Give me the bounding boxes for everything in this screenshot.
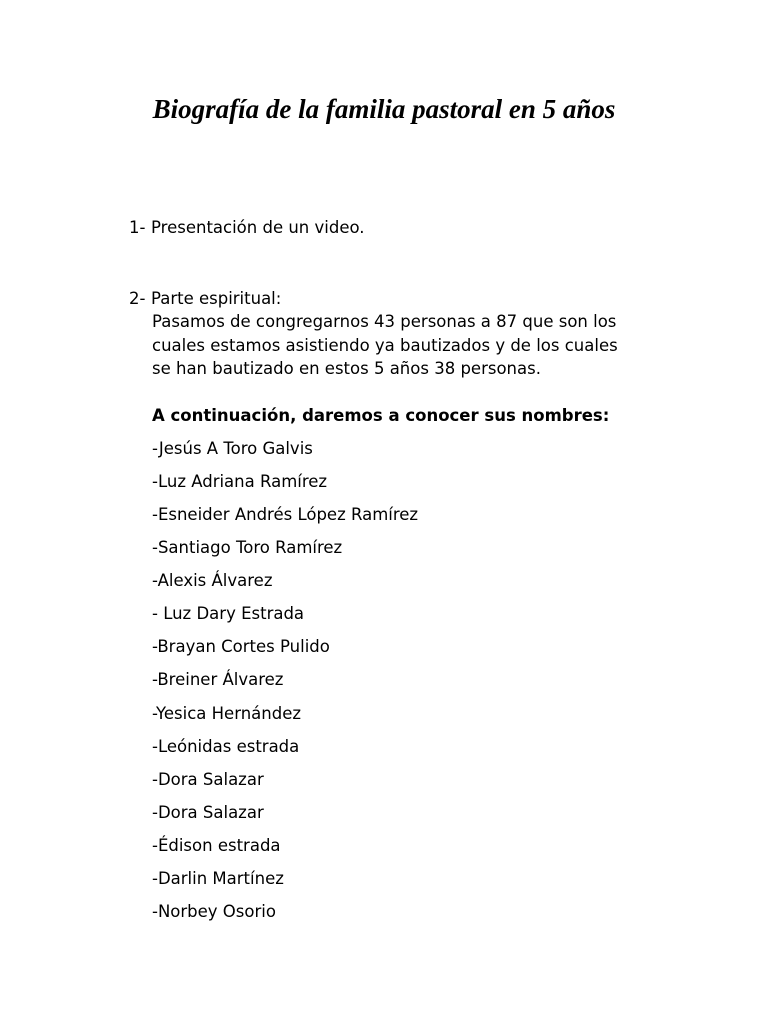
item-text: Parte espiritual:	[151, 289, 282, 308]
names-list	[152, 437, 418, 933]
name-item: -Norbey Osorio	[152, 901, 276, 921]
name-item: -Esneider Andrés López Ramírez	[152, 505, 419, 525]
item-text: Presentación de un video.	[151, 218, 365, 237]
item-number: 2-	[129, 289, 146, 308]
list-item-1	[129, 216, 365, 240]
name-item: -Yesica Hernández	[152, 703, 302, 723]
item-number: 1-	[129, 218, 146, 237]
name-item: -Édison estrada	[152, 835, 281, 855]
document-title: Biografía de la familia pastoral en 5 años	[152, 94, 616, 124]
list-item-2	[129, 287, 281, 311]
name-item: - Luz Dary Estrada	[152, 604, 305, 624]
spiritual-paragraph	[152, 310, 672, 381]
name-item: -Brayan Cortes Pulido	[152, 637, 330, 657]
name-item: -Breiner Álvarez	[152, 670, 284, 690]
paragraph-line: se han bautizado en estos 5 años 38 personas.	[152, 359, 541, 378]
names-heading: A continuación, daremos a conocer sus nombres:	[152, 406, 610, 425]
name-item: -Luz Adriana Ramírez	[152, 472, 328, 492]
name-item: -Jesús A Toro Galvis	[152, 439, 313, 458]
paragraph-line: Pasamos de congregarnos 43 personas a 87 que son los	[152, 312, 617, 331]
name-item: -Leónidas estrada	[152, 736, 300, 756]
name-item: -Dora Salazar	[152, 802, 264, 822]
name-item: -Santiago Toro Ramírez	[152, 538, 343, 558]
name-item: -Dora Salazar	[152, 769, 264, 789]
name-item: -Alexis Álvarez	[152, 571, 273, 591]
name-item: -Darlin Martínez	[152, 868, 284, 888]
paragraph-line: cuales estamos asistiendo ya bautizados y de los cuales	[152, 335, 618, 355]
